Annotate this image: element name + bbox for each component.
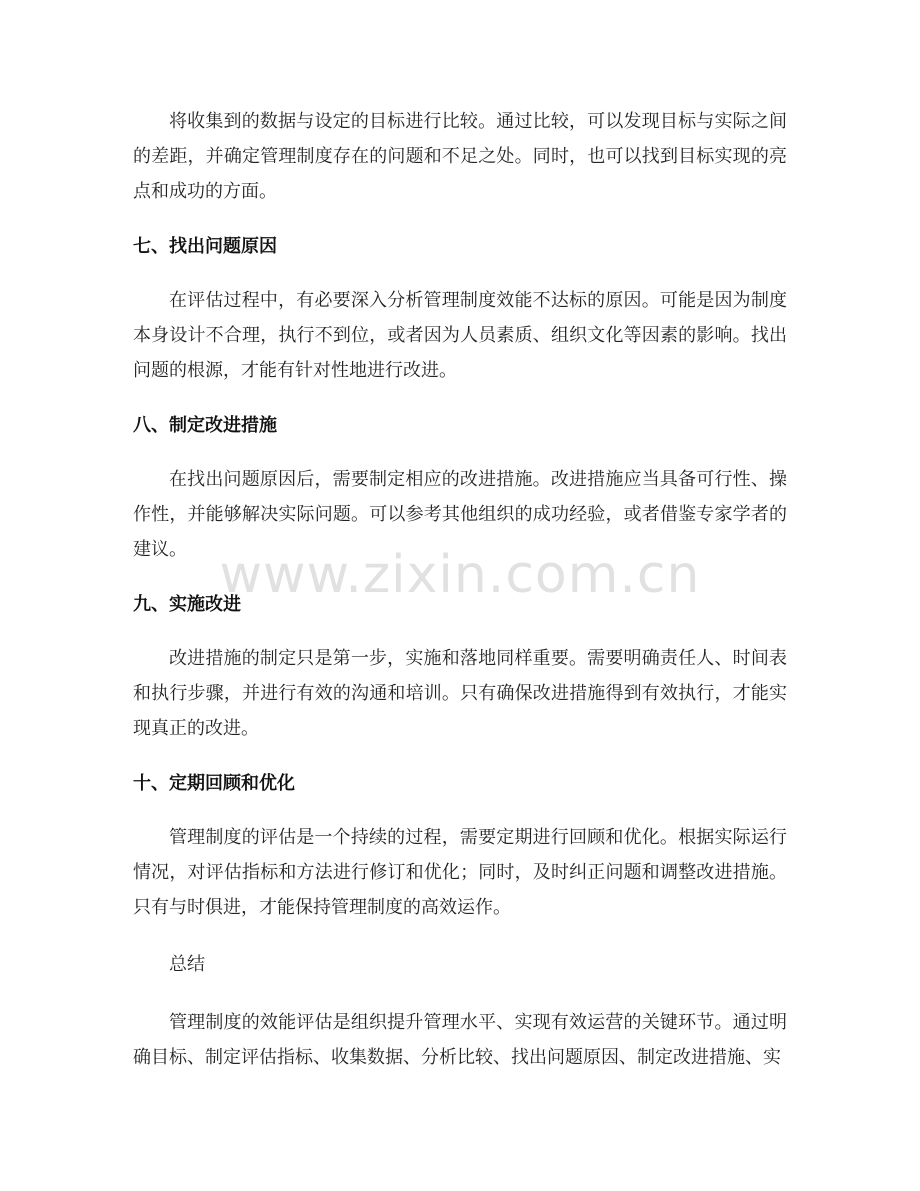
heading-improvement-measures: 八、制定改进措施 <box>133 415 277 436</box>
paragraph-review-optimize: 管理制度的评估是一个持续的过程，需要定期进行回顾和优化。根据实际运行情况，对评估指标和方法进行修订和优化；同时，及时纠正问题和调整改进措施。只有与时俱进，才能保持管理制度的高效运作。 <box>133 827 787 918</box>
paragraph-summary: 管理制度的效能评估是组织提升管理水平、实现有效运营的关键环节。通过明确目标、制定评估指标、收集数据、分析比较、找出问题原因、制定改进措施、实 <box>133 1012 787 1068</box>
paragraph-find-causes: 在评估过程中，有必要深入分析管理制度效能不达标的原因。可能是因为制度本身设计不合理，执行不到位，或者因为人员素质、组织文化等因素的影响。找出问题的根源，才能有针对性地进行改进。 <box>133 290 787 381</box>
heading-find-causes: 七、找出问题原因 <box>133 236 277 257</box>
summary-label: 总结 <box>169 954 205 975</box>
document-body <box>133 104 787 1075</box>
heading-review-optimize: 十、定期回顾和优化 <box>133 773 295 794</box>
heading-implement-improvement: 九、实施改进 <box>133 594 241 615</box>
watermark-text: www.zixin.com.cn <box>219 545 701 605</box>
paragraph-improvement-measures: 在找出问题原因后，需要制定相应的改进措施。改进措施应当具备可行性、操作性，并能够解决实际问题。可以参考其他组织的成功经验，或者借鉴专家学者的建议。 <box>133 469 787 560</box>
paragraph-compare: 将收集到的数据与设定的目标进行比较。通过比较，可以发现目标与实际之间的差距，并确定管理制度存在的问题和不足之处。同时，也可以找到目标实现的亮点和成功的方面。 <box>133 111 787 202</box>
paragraph-implement-improvement: 改进措施的制定只是第一步，实施和落地同样重要。需要明确责任人、时间表和执行步骤，并进行有效的沟通和培训。只有确保改进措施得到有效执行，才能实现真正的改进。 <box>133 648 787 739</box>
